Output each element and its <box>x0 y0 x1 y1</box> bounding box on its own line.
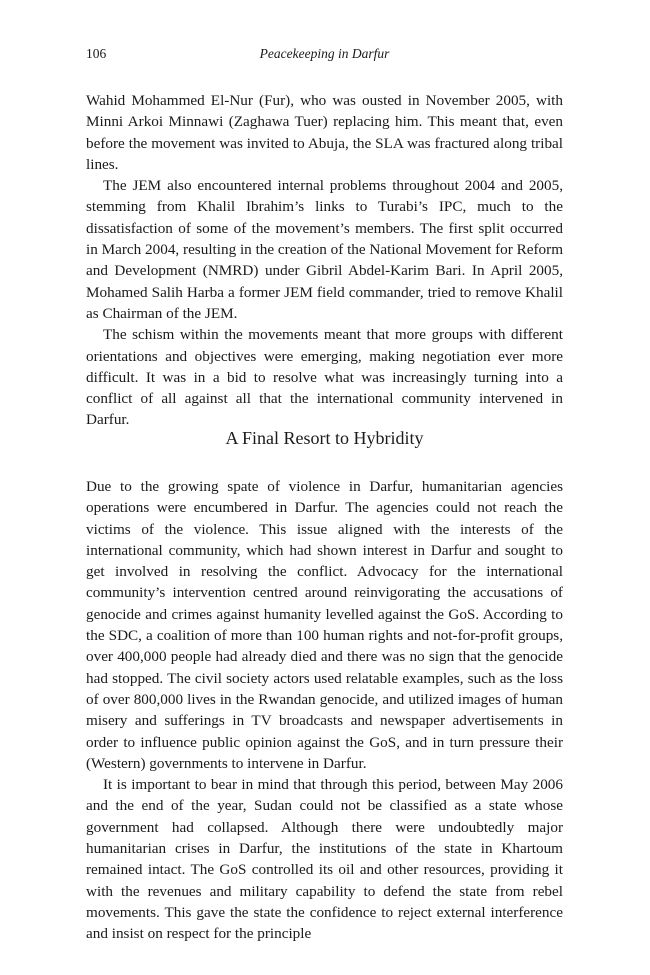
paragraph: The schism within the movements meant that more groups with different orientations and objectives were emerging, making negotiation ever more difficult. It was in a bid to resolve what was increasingly turning into a conflict of all against all that the international community intervened in Darfur. <box>86 326 563 429</box>
body-text-after-heading <box>86 476 563 945</box>
paragraph: Wahid Mohammed El-Nur (Fur), who was ousted in November 2005, with Minni Arkoi Minnawi (Zaghawa Tuer) replacing him. This meant that, even before the movement was invited to Abuja, the SLA was fractured along tribal lines. <box>86 92 563 173</box>
running-head: Peacekeeping in Darfur <box>259 46 390 61</box>
paragraph: Due to the growing spate of violence in Darfur, humanitarian agencies operations were encumbered in Darfur. The agencies could not reach the victims of the violence. This issue aligned with the interests of the international community, which had shown interest in Darfur and sought to get involved in resolving the conflict. Advocacy for the international community’s intervention centred around reinvigorating the accusations of genocide and crimes against humanity levelled against the GoS. According to the SDC, a coalition of more than 100 human rights and not-for-profit groups, over 400,000 people had already died and there was no sign that the genocide had stopped. The civil society actors used relatable examples, such as the loss of over 800,000 lives in the Rwandan genocide, and utilized images of human misery and sufferings in TV broadcasts and newspaper advertisements in order to influence public opinion against the GoS, and in turn pressure their (Western) governments to intervene in Darfur. <box>86 478 563 772</box>
section-heading: A Final Resort to Hybridity <box>225 428 424 448</box>
page-header <box>86 46 563 66</box>
page-number: 106 <box>86 46 107 61</box>
body-text-before-heading <box>86 90 563 431</box>
paragraph: The JEM also encountered internal problems throughout 2004 and 2005, stemming from Khalil Ibrahim’s links to Turabi’s IPC, much to the dissatisfaction of some of the movement’s members. The first split occurred in March 2004, resulting in the creation of the National Movement for Reform and Development (NMRD) under Gibril Abdel-Karim Bari. In April 2005, Mohamed Salih Harba a former JEM field commander, tried to remove Khalil as Chairman of the JEM. <box>86 177 564 322</box>
paragraph: It is important to bear in mind that through this period, between May 2006 and the end of the year, Sudan could not be classified as a state whose government had collapsed. Although there were undoubtedly major humanitarian crises in Darfur, the institutions of the state in Khartoum remained intact. The GoS controlled its oil and other resources, providing it with the revenues and military capability to defend the state from rebel movements. This gave the state the confidence to reject external interference and insist on respect for the principle <box>86 776 563 943</box>
